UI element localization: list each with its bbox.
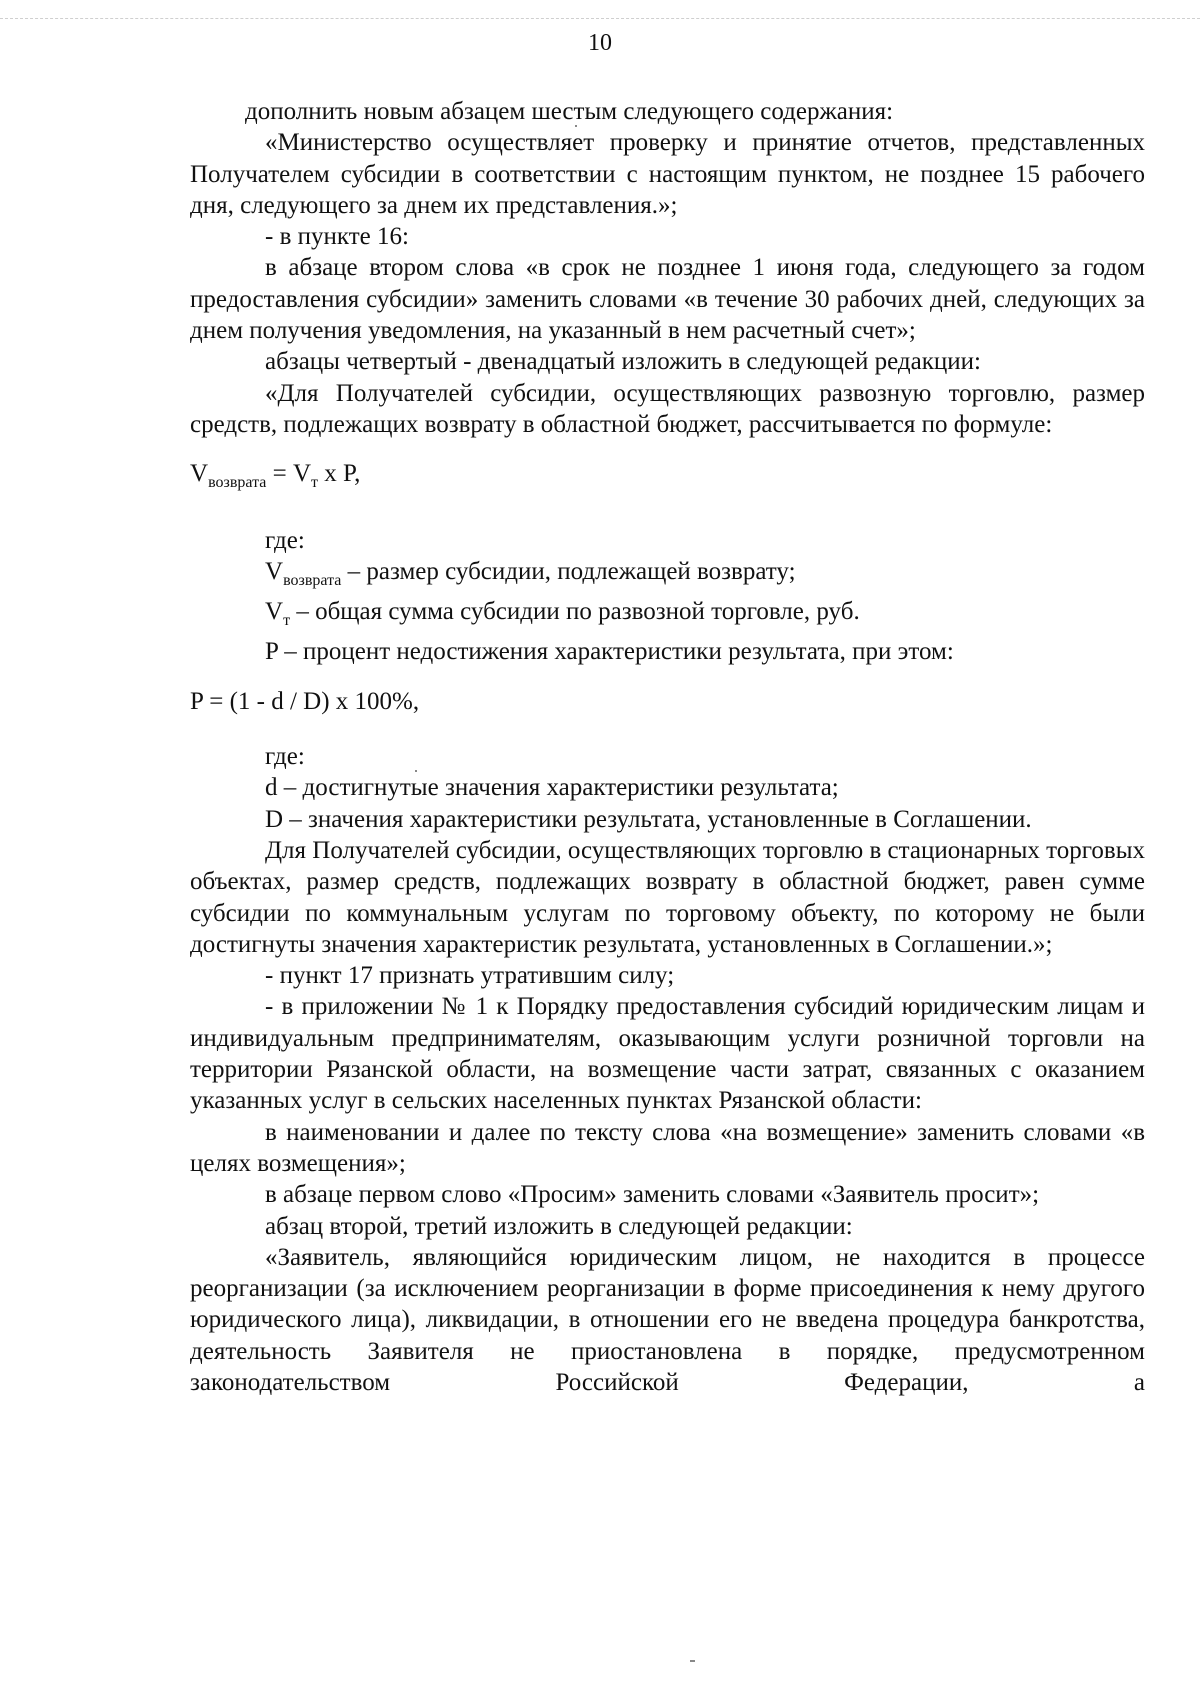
scan-speck: [690, 1660, 695, 1662]
paragraph-4: в абзаце втором слова «в срок не позднее 1 июня года, следующего за годом предоставления субсидии» заменить словами «в течение 30 рабочих дней, следующих за днем получения уведомления, на указанный в нем расчетный счет»;: [190, 254, 1145, 345]
scan-speck: [415, 770, 417, 772]
paragraph-3: - в пункте 16:: [265, 223, 409, 251]
formula-v-subscript: возврата: [208, 474, 267, 492]
paragraph-8: - пункт 17 признать утратившим силу;: [265, 962, 675, 990]
formula-rest: х P,: [318, 460, 361, 488]
paragraph-9: - в приложении № 1 к Порядку предоставления субсидий юридическим лицам и индивидуальным предпринимателям, оказывающим услуги розничной торговли на территории Рязанской области, на возмещение части затрат, связанных с оказанием указанных услуг в сельских населенных пунктах Рязанской области:: [190, 993, 1145, 1115]
formula-eq: = V: [266, 460, 312, 488]
scan-speck: [575, 125, 577, 127]
formula-vt-subscript: т: [311, 474, 319, 492]
formula-refund: [190, 458, 1145, 498]
scan-edge-line: [0, 18, 1200, 19]
where1-line-3: P – процент недостижения характеристики результата, при этом:: [265, 638, 954, 666]
paragraph-11: в абзаце первом слово «Просим» заменить словами «Заявитель просит»;: [265, 1181, 1040, 1209]
where-label-1: где:: [265, 526, 305, 554]
page-number: 10: [588, 30, 612, 56]
where1-line-2: $V_т$ – общая сумма субсидии по развозной торговле, руб.: [265, 598, 860, 630]
formula-v: V: [190, 460, 209, 488]
paragraph-1: дополнить новым абзацем шестым следующего содержания:: [245, 98, 894, 125]
document-body: [190, 96, 1145, 1398]
paragraph-7: Для Получателей субсидии, осуществляющих торговлю в стационарных торговых объектах, размер средств, подлежащих возврату в областной бюджет, равен сумме субсидии по коммунальным услугам по торговому объекту, по которому не были достигнуты значения характеристик результата, установленных в Соглашении.»;: [190, 836, 1145, 958]
where1-line-1: $V_{возврата}$ – размер субсидии, подлежащей возврату;: [265, 557, 796, 589]
paragraph-13: «Заявитель, являющийся юридическим лицом, не находится в процессе реорганизации (за исключением реорганизации в форме присоединения к нему другого юридического лица), ликвидации, в отношении его не введена процедура банкротства, деятельность Заявителя не приостановлена в порядке, предусмотренном законодательством Российской Федерации, а: [190, 1243, 1145, 1396]
paragraph-2: «Министерство осуществляет проверку и принятие отчетов, представленных Получателем субсидии в соответствии с настоящим пунктом, не позднее 15 рабочего дня, следующего за днем их представления.»;: [190, 129, 1145, 219]
where2-line-1: d – достигнутые значения характеристики результата;: [265, 774, 839, 802]
paragraph-5: абзацы четвертый - двенадцатый изложить в следующей редакции:: [265, 348, 981, 376]
where-label-2: где:: [265, 743, 305, 771]
where2-line-2: D – значения характеристики результата, установленные в Соглашении.: [265, 805, 1032, 833]
formula-percent: P = (1 - d / D) х 100%,: [190, 687, 420, 715]
paragraph-6: «Для Получателей субсидии, осуществляющих развозную торговлю, размер средств, подлежащих возврату в областной бюджет, рассчитывается по формуле:: [190, 379, 1145, 438]
paragraph-12: абзац второй, третий изложить в следующей редакции:: [265, 1212, 853, 1240]
paragraph-10: в наименовании и далее по тексту слова «на возмещение» заменить словами «в целях возмещения»;: [190, 1118, 1145, 1177]
